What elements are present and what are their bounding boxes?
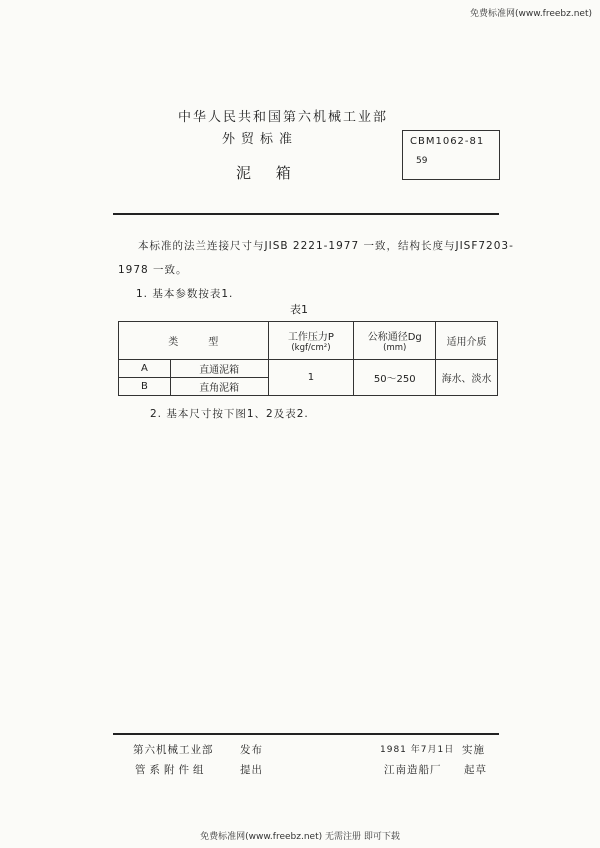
page-title: 泥 箱 — [236, 164, 301, 182]
row-code: B — [119, 378, 171, 396]
table-caption: 表1 — [290, 303, 308, 316]
footer-propose-label: 提出 — [240, 764, 263, 776]
header-type: 类 型 — [119, 322, 269, 360]
footer-issue-label: 发布 — [240, 744, 263, 756]
table-header-row — [119, 322, 498, 360]
header-dn-unit: (mm) — [383, 343, 407, 353]
item-2: 2. 基本尺寸按下图1、2及表2. — [150, 408, 309, 420]
paragraph-2: 1978 一致。 — [118, 264, 188, 276]
footer-date: 1981 年7月1日 — [380, 745, 455, 755]
header-dn-label: 公称通径Dg — [367, 332, 422, 343]
header-pressure — [268, 322, 354, 360]
table-row — [119, 360, 498, 378]
cell-dn: 50～250 — [354, 360, 436, 396]
footer-group: 管系附件组 — [135, 764, 208, 776]
header-pressure-label: 工作压力P — [287, 332, 334, 343]
row-name: 直通泥箱 — [170, 360, 268, 378]
issuing-organization: 中华人民共和国第六机械工业部 — [178, 110, 389, 125]
header-pressure-unit: (kgf/cm²) — [291, 343, 331, 353]
watermark-bottom: 免费标准网(www.freebz.net) 无需注册 即可下载 — [200, 832, 400, 842]
header-medium: 适用介质 — [436, 322, 498, 360]
row-name: 直角泥箱 — [170, 378, 268, 396]
row-code: A — [119, 360, 171, 378]
item-1: 1. 基本参数按表1. — [136, 288, 234, 300]
header-dn — [354, 322, 436, 360]
parameter-table — [118, 321, 498, 396]
standard-code: CBM1062-81 — [410, 136, 485, 147]
footer-draft-label: 起草 — [464, 764, 487, 776]
cell-medium: 海水、淡水 — [436, 360, 498, 396]
footer-drafter: 江南造船厂 — [384, 764, 442, 776]
paragraph-1: 本标准的法兰连接尺寸与JISB 2221-1977 一致，结构长度与JISF7203- — [138, 240, 514, 252]
standard-category: 外贸标准 — [222, 132, 299, 147]
watermark-top: 免费标准网(www.freebz.net) — [470, 9, 592, 19]
bottom-divider — [113, 733, 499, 735]
top-divider — [113, 213, 499, 215]
footer-issuer: 第六机械工业部 — [133, 744, 214, 756]
standard-code-sub: 59 — [416, 156, 428, 166]
footer-implement-label: 实施 — [462, 744, 485, 756]
cell-pressure: 1 — [268, 360, 354, 396]
